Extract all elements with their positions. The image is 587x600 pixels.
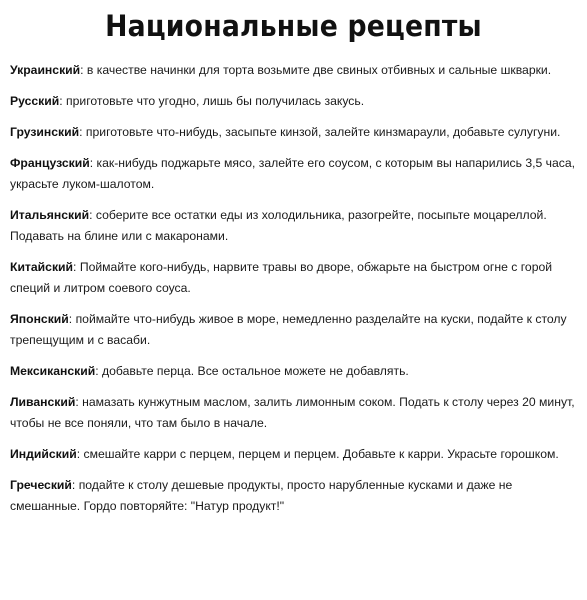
recipe-item: Греческий: подайте к столу дешевые продукты, просто нарубленные кусками и даже не смешанные. Гордо повторяйте: "Натур продукт!": [10, 478, 513, 513]
recipe-item: Украинский: в качестве начинки для торта возьмите две свиных отбивных и сальные шкварки.: [10, 63, 552, 77]
recipe-text: смешайте карри с перцем, перцем и перцем. Добавьте к карри. Украсьте горошком.: [80, 447, 559, 461]
recipe-item: Мексиканский: добавьте перца. Все остальное можете не добавлять.: [10, 364, 409, 378]
cuisine-name: Украинский: [10, 63, 81, 77]
cuisine-name: Русский: [10, 94, 60, 108]
recipe-item: Японский: поймайте что-нибудь живое в море, немедленно разделайте на куски, подайте к столу трепещущим и с васаби.: [10, 312, 567, 347]
recipe-item: Французский: как-нибудь поджарьте мясо, залейте его соусом, с которым вы напарились 3,5 часа, украсьте луком-шалотом.: [10, 156, 576, 191]
recipe-item: Индийский: смешайте карри с перцем, перцем и перцем. Добавьте к карри. Украсьте горошком.: [10, 447, 559, 461]
recipe-item: Грузинский: приготовьте что-нибудь, засыпьте кинзой, залейте кинзмараули, добавьте сулугуни.: [10, 125, 561, 139]
recipe-text: соберите все остатки еды из холодильника, разогрейте, посыпьте моцареллой. Подавать на блине или с макаронами.: [10, 208, 547, 243]
cuisine-name: Японский: [10, 312, 69, 326]
page-title: Национальные рецепты: [105, 9, 482, 43]
recipe-list: [10, 60, 577, 527]
recipe-text: приготовьте что-нибудь, засыпьте кинзой, залейте кинзмараули, добавьте сулугуни.: [82, 125, 561, 139]
cuisine-name: Греческий: [10, 478, 72, 492]
recipe-text: поймайте что-нибудь живое в море, немедленно разделайте на куски, подайте к столу трепещущим и с васаби.: [10, 312, 567, 347]
cuisine-name: Китайский: [10, 260, 74, 274]
cuisine-name: Итальянский: [10, 208, 90, 222]
recipe-text: намазать кунжутным маслом, залить лимонным соком. Подать к столу через 20 минут, чтобы не все поняли, что там было в начале.: [10, 395, 575, 430]
recipe-text: Поймайте кого-нибудь, нарвите травы во дворе, обжарьте на быстром огне с горой специй и литром соевого соуса.: [10, 260, 553, 295]
recipe-item: Ливанский: намазать кунжутным маслом, залить лимонным соком. Подать к столу через 20 минут, чтобы не все поняли, что там было в начале.: [10, 395, 575, 430]
cuisine-name: Мексиканский: [10, 364, 96, 378]
recipe-text: приготовьте что угодно, лишь бы получилась закусь.: [62, 94, 365, 108]
cuisine-name: Индийский: [10, 447, 77, 461]
cuisine-name: Ливанский: [10, 395, 76, 409]
cuisine-name: Грузинский: [10, 125, 80, 139]
cuisine-name: Французский: [10, 156, 90, 170]
recipe-text: подайте к столу дешевые продукты, просто нарубленные кусками и даже не смешанные. Гордо повторяйте: "Натур продукт!": [10, 478, 513, 513]
recipe-item: Русский: приготовьте что угодно, лишь бы получилась закусь.: [10, 94, 365, 108]
recipe-item: Итальянский: соберите все остатки еды из холодильника, разогрейте, посыпьте моцареллой. Подавать на блине или с макаронами.: [10, 208, 547, 243]
recipe-text: добавьте перца. Все остальное можете не добавлять.: [98, 364, 409, 378]
recipe-text: как-нибудь поджарьте мясо, залейте его соусом, с которым вы напарились 3,5 часа, украсьте луком-шалотом.: [10, 156, 576, 191]
recipe-text: в качестве начинки для торта возьмите две свиных отбивных и сальные шкварки.: [83, 63, 552, 77]
recipe-item: Китайский: Поймайте кого-нибудь, нарвите травы во дворе, обжарьте на быстром огне с горой специй и литром соевого соуса.: [10, 260, 553, 295]
